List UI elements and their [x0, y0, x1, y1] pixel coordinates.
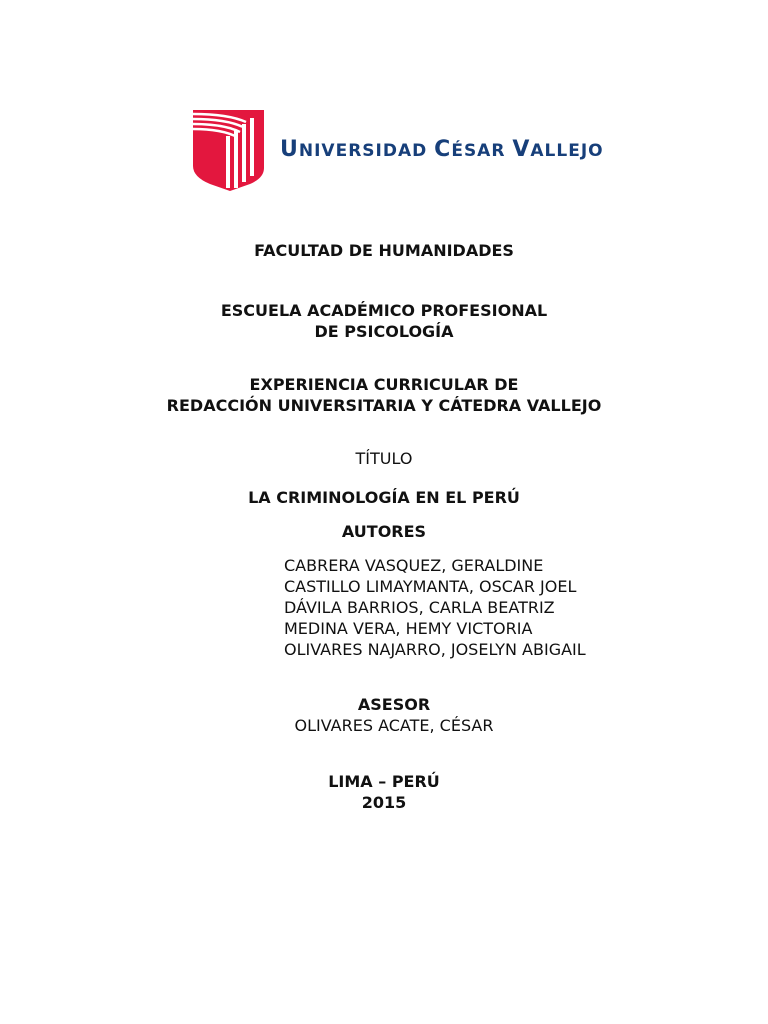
advisor-label: ASESOR [357, 695, 431, 714]
advisor-name: OLIVARES ACATE, CÉSAR [294, 716, 494, 735]
university-logo [190, 108, 610, 192]
course-line-1: EXPERIENCIA CURRICULAR DE [249, 375, 519, 394]
shield-icon [190, 108, 266, 192]
year: 2015 [361, 793, 407, 812]
author-item: MEDINA VERA, HEMY VICTORIA [284, 619, 533, 638]
author-item: OLIVARES NAJARRO, JOSELYN ABIGAIL [284, 640, 586, 659]
school-line-1: ESCUELA ACADÉMICO PROFESIONAL [220, 301, 548, 320]
school-line-2: DE PSICOLOGÍA [314, 322, 454, 341]
school-name [0, 300, 768, 342]
author-item: CASTILLO LIMAYMANTA, OSCAR JOEL [284, 577, 577, 596]
faculty-name: FACULTAD DE HUMANIDADES [254, 241, 514, 260]
authors-list [284, 555, 586, 660]
author-item: DÁVILA BARRIOS, CARLA BEATRIZ [284, 598, 555, 617]
place: LIMA – PERÚ [328, 772, 440, 791]
course-name [0, 374, 768, 416]
author-item: CABRERA VASQUEZ, GERALDINE [284, 556, 544, 575]
university-name: UNIVERSIDAD CÉSAR VALLEJO [280, 137, 604, 162]
title-label: TÍTULO [355, 449, 413, 468]
course-line-2: REDACCIÓN UNIVERSITARIA Y CÁTEDRA VALLEJO [166, 396, 602, 415]
authors-label: AUTORES [341, 522, 427, 541]
thesis-title: LA CRIMINOLOGÍA EN EL PERÚ [248, 488, 520, 507]
